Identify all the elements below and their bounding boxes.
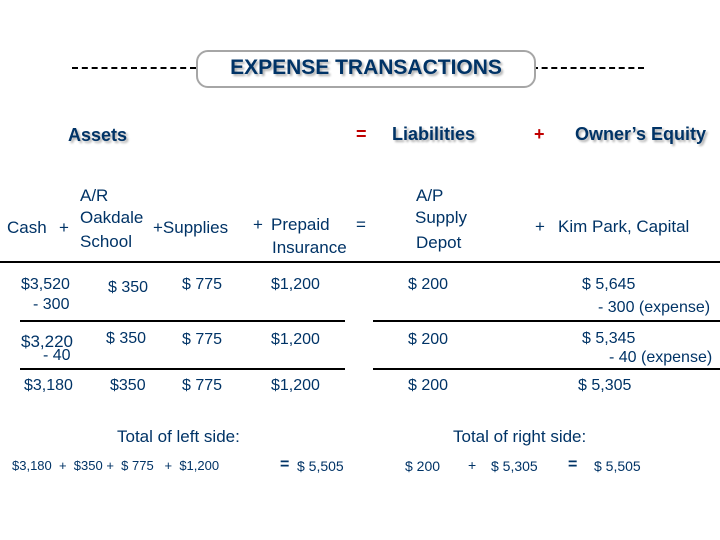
row2-underline-left xyxy=(20,368,345,370)
row2-cash-change: - 40 xyxy=(43,347,71,364)
row1-cash: $3,520 xyxy=(21,276,70,293)
equity-heading: Owner’s Equity xyxy=(575,124,707,144)
row1-cash-change: - 300 xyxy=(33,296,70,313)
row2-cash: $3,220 xyxy=(21,332,73,351)
row2-supplies: $ 775 xyxy=(182,331,223,348)
total-right-ap: $ 200 xyxy=(405,458,441,474)
row1-capital-change: - 300 (expense) xyxy=(598,299,711,316)
row1-supplies: $ 775 xyxy=(182,276,223,293)
row1-underline-left xyxy=(20,320,345,322)
plus-label-3: + xyxy=(535,217,545,236)
row1-ap: $ 200 xyxy=(408,276,449,293)
total-right-value: $ 5,505 xyxy=(594,458,641,474)
title-dash-left xyxy=(72,67,196,69)
row3-cash: $3,180 xyxy=(24,377,73,394)
ar-label-line2: Oakdale xyxy=(80,208,144,227)
equals-sign-heading: = xyxy=(356,124,367,144)
row2-capital-change: - 40 (expense) xyxy=(609,349,713,366)
row1-capital: $ 5,645 xyxy=(582,276,636,293)
prepaid-label-line2: Insurance xyxy=(272,238,347,257)
ap-label-line3: Depot xyxy=(416,233,462,252)
row1-prepaid: $1,200 xyxy=(271,276,320,293)
row2-ar: $ 350 xyxy=(106,330,147,347)
ap-label-line2: Supply xyxy=(415,208,467,227)
ar-label-line1: A/R xyxy=(80,186,109,205)
row3-prepaid: $1,200 xyxy=(271,377,320,394)
cash-label: Cash xyxy=(7,218,47,237)
total-left-calc: $3,180 + $350 + $ 775 + $1,200 xyxy=(12,458,220,473)
plus-sign-heading: + xyxy=(534,124,545,144)
total-left-label: Total of left side: xyxy=(117,427,240,446)
row1-ar: $ 350 xyxy=(108,279,149,296)
total-right-label: Total of right side: xyxy=(453,427,587,446)
page-title: EXPENSE TRANSACTIONS xyxy=(230,56,502,79)
row3-ap: $ 200 xyxy=(408,377,449,394)
capital-label: Kim Park, Capital xyxy=(558,217,690,236)
supplies-label: +Supplies xyxy=(153,218,229,237)
row3-capital: $ 5,305 xyxy=(578,377,632,394)
assets-heading: Assets xyxy=(68,125,128,145)
row2-underline-right xyxy=(373,368,720,370)
row1-underline-right xyxy=(373,320,720,322)
title-dash-right xyxy=(532,67,644,69)
row3-ar: $350 xyxy=(110,377,146,394)
total-left-value: $ 5,505 xyxy=(297,458,344,474)
row2-prepaid: $1,200 xyxy=(271,331,320,348)
liabilities-heading: Liabilities xyxy=(392,124,476,144)
header-underline xyxy=(0,261,720,263)
row2-capital: $ 5,345 xyxy=(582,330,636,347)
total-right-equals: = xyxy=(568,456,578,473)
ap-label-line1: A/P xyxy=(416,186,444,205)
row2-ap: $ 200 xyxy=(408,331,449,348)
total-left-equals: = xyxy=(280,456,290,473)
total-right-capital: $ 5,305 xyxy=(491,458,538,474)
ar-label-line3: School xyxy=(80,232,132,251)
title-box xyxy=(196,50,536,88)
plus-label-2: + xyxy=(253,215,263,234)
total-right-plus: + xyxy=(468,457,477,473)
plus-label-1: + xyxy=(59,218,69,237)
row3-supplies: $ 775 xyxy=(182,377,223,394)
prepaid-label-line1: Prepaid xyxy=(271,215,330,234)
equals-label: = xyxy=(356,215,366,234)
